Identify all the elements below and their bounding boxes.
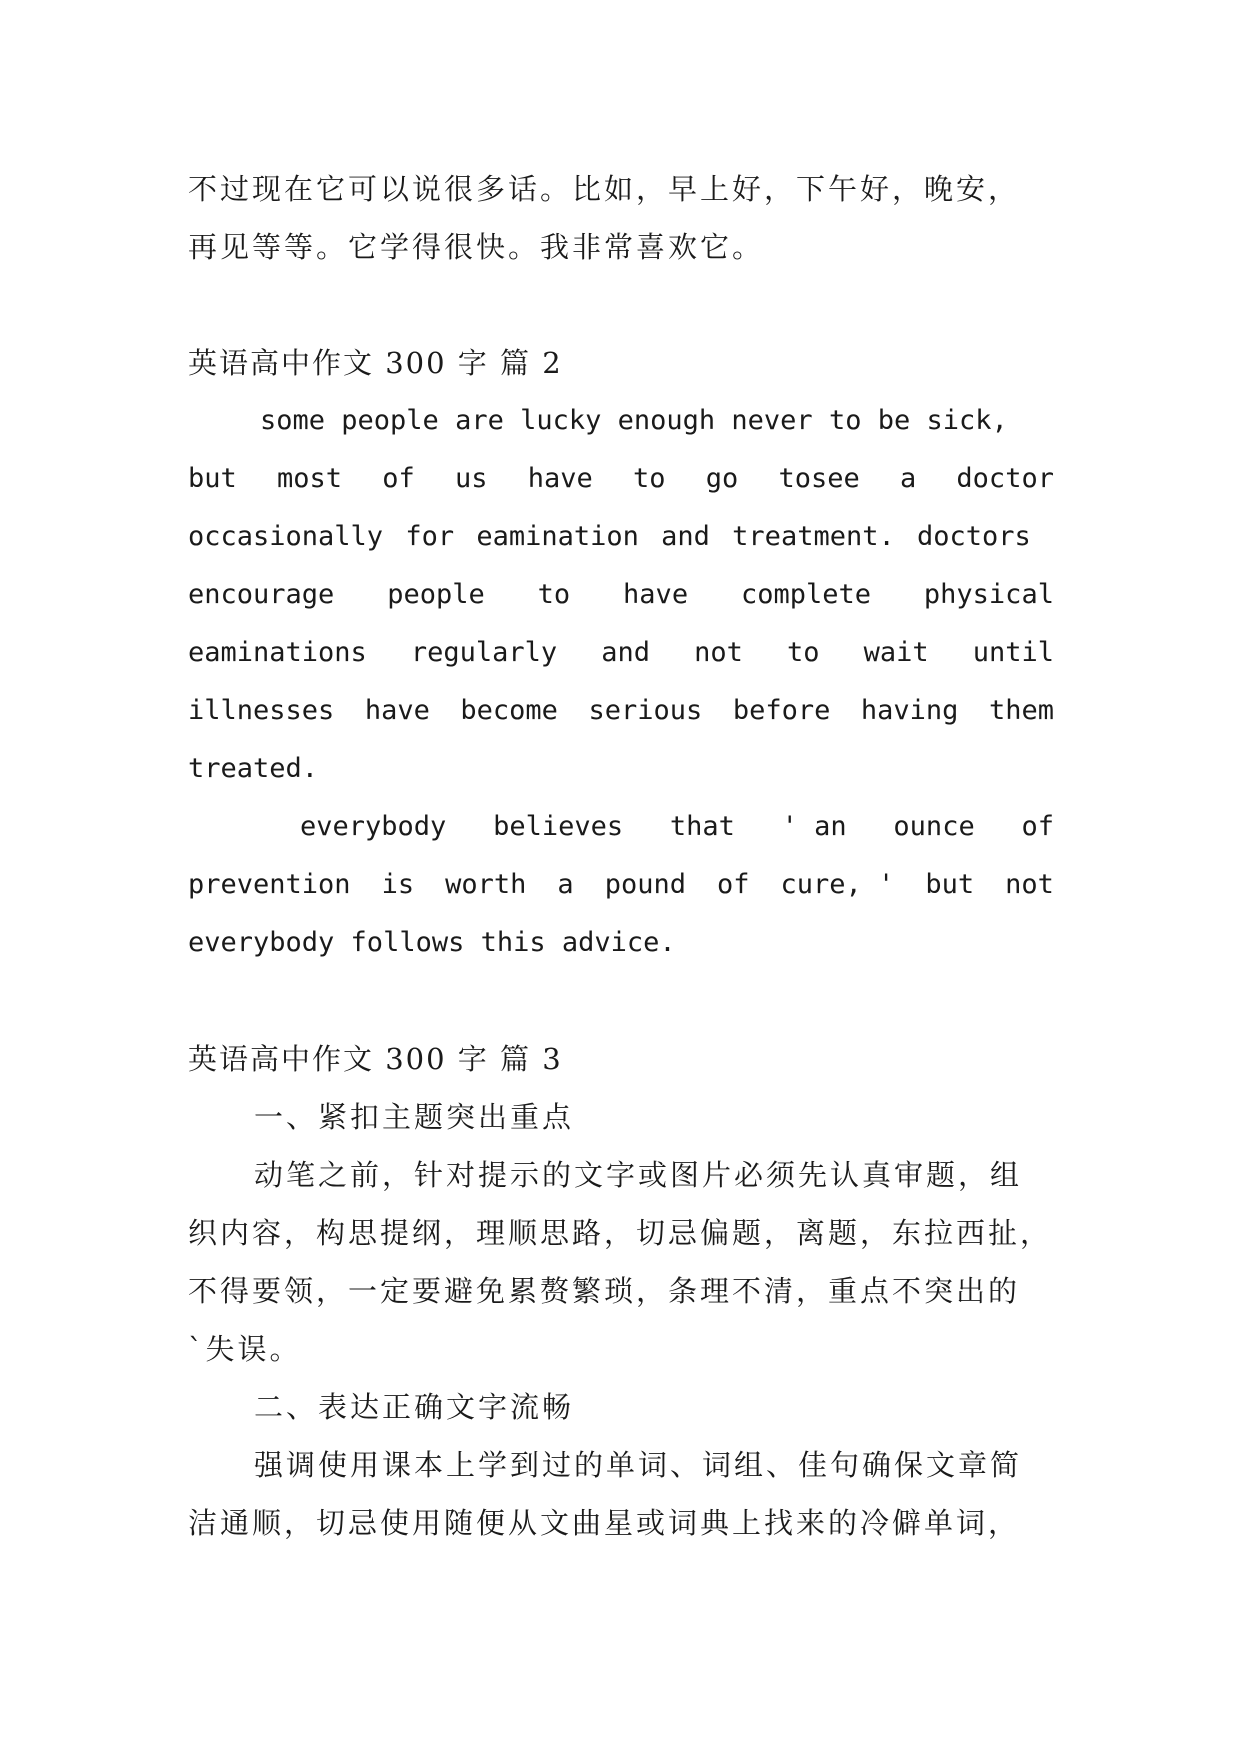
word: encourage xyxy=(188,579,335,610)
word: but xyxy=(188,463,237,494)
word: a xyxy=(557,869,574,900)
essay-2-paragraph-2-line-1 xyxy=(188,798,1054,856)
word: cure, ' xyxy=(780,869,895,900)
word: pound xyxy=(604,869,686,900)
word: believes xyxy=(493,811,624,842)
word: worth xyxy=(445,869,527,900)
word: ounce xyxy=(893,811,975,842)
word: not xyxy=(694,637,743,668)
word: and xyxy=(601,637,651,668)
word: complete xyxy=(740,579,872,610)
essay-2-paragraph-1-line-7: treated. xyxy=(188,753,319,784)
section-2-title: 二、表达正确文字流畅 xyxy=(254,1390,575,1424)
word: is xyxy=(381,869,415,900)
word: but xyxy=(925,869,975,900)
word: of xyxy=(382,463,415,494)
essay-3-heading: 英语高中作文 300 字 篇 3 xyxy=(188,1042,563,1076)
word: go xyxy=(705,463,739,494)
word: ' an xyxy=(781,811,847,842)
word: people xyxy=(387,579,485,610)
word: prevention xyxy=(188,869,351,900)
essay-2-paragraph-1-line-4 xyxy=(188,566,1054,624)
section-1-line-2: 织内容，构思提纲，理顺思路，切忌偏题，离题，东拉西扯， xyxy=(188,1216,1053,1250)
word: serious xyxy=(588,695,703,726)
intro-line-2: 再见等等。它学得很快。我非常喜欢它。 xyxy=(188,230,765,264)
word: wait xyxy=(863,637,929,668)
section-1-line-1: 动笔之前，针对提示的文字或图片必须先认真审题，组 xyxy=(254,1158,1023,1192)
section-1-title: 一、紧扣主题突出重点 xyxy=(254,1100,575,1134)
word: regularly xyxy=(410,637,558,668)
word: to xyxy=(787,637,820,668)
section-2-line-2: 洁通顺，切忌使用随便从文曲星或词典上找来的冷僻单词， xyxy=(188,1506,1021,1540)
word: before xyxy=(732,695,831,726)
spacer xyxy=(188,276,1054,334)
word: become xyxy=(460,695,558,726)
spacer xyxy=(188,972,1054,1030)
word: us xyxy=(454,463,488,494)
word: have xyxy=(623,579,689,610)
word: have xyxy=(364,695,430,726)
essay-2-paragraph-1-line-6 xyxy=(188,682,1054,740)
word: having xyxy=(860,695,959,726)
word: everybody xyxy=(300,811,447,842)
word: illnesses xyxy=(188,695,335,726)
word: doctor xyxy=(956,463,1054,494)
section-1-line-4: `失误。 xyxy=(188,1332,302,1366)
word: them xyxy=(988,695,1054,726)
word: tosee xyxy=(778,463,860,494)
section-1-line-3: 不得要领，一定要避免累赘繁琐，条理不清，重点不突出的 xyxy=(188,1274,1021,1308)
word: to xyxy=(632,463,666,494)
section-2-line-1: 强调使用课本上学到过的单词、词组、佳句确保文章简 xyxy=(254,1448,1023,1482)
essay-2-paragraph-1-line-5 xyxy=(188,624,1054,682)
word: to xyxy=(537,579,571,610)
text-line: some people are lucky enough never to be sick, xyxy=(260,405,1008,436)
word: physical xyxy=(923,579,1054,610)
word: not xyxy=(1005,869,1054,900)
word: eaminations xyxy=(188,637,367,668)
essay-2-paragraph-2-line-2 xyxy=(188,856,1054,914)
word: have xyxy=(527,463,593,494)
word: a xyxy=(899,463,917,494)
word: of xyxy=(716,869,750,900)
word: until xyxy=(972,637,1054,668)
word: most xyxy=(277,463,343,494)
word: that xyxy=(669,811,735,842)
essay-2-paragraph-1-line-2 xyxy=(188,450,1054,508)
intro-line-1: 不过现在它可以说很多话。比如，早上好，下午好，晚安， xyxy=(188,172,1021,206)
essay-2-paragraph-1-line-1 xyxy=(188,392,1054,450)
word: of xyxy=(1021,811,1054,842)
essay-2-paragraph-2-line-3: everybody follows this advice. xyxy=(188,927,676,958)
essay-2-heading: 英语高中作文 300 字 篇 2 xyxy=(188,346,563,380)
essay-2-paragraph-1-line-3: occasionally for eamination and treatment. doctors xyxy=(188,521,1031,552)
document-page xyxy=(188,160,1054,1552)
